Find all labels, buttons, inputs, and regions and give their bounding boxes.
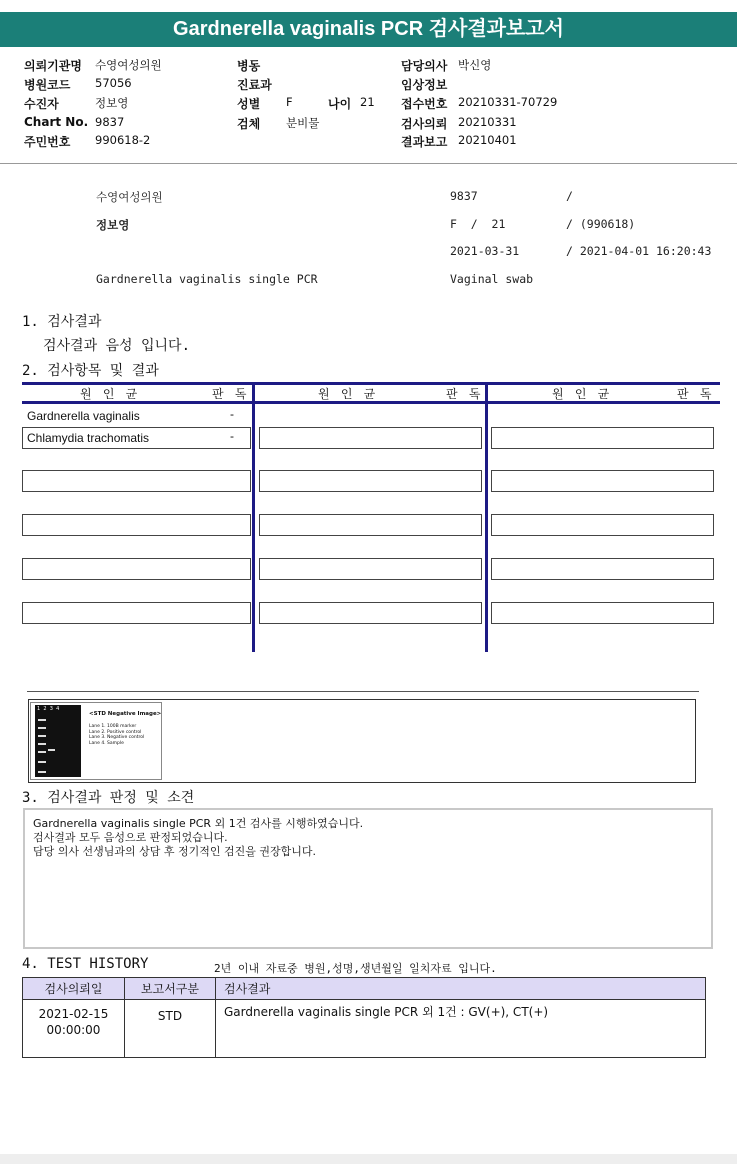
header-value-hospital-code: 57056 — [95, 76, 132, 90]
result-cell — [259, 602, 482, 624]
header-label-specimen: 검체 — [237, 117, 261, 131]
opinion-line: 검사결과 모두 음성으로 판정되었습니다. — [33, 831, 228, 844]
result-cell — [22, 558, 251, 580]
summary-test-name: Gardnerella vaginalis single PCR — [96, 272, 318, 286]
result-cell — [259, 514, 482, 536]
header-value-reported: 20210401 — [458, 133, 517, 147]
header-value-patient: 정보영 — [95, 96, 129, 110]
result-cell — [22, 514, 251, 536]
result-row-name: Gardnerella vaginalis — [27, 409, 140, 423]
header-value-receipt-no: 20210331-70729 — [458, 95, 558, 109]
header-label-ward: 병동 — [237, 59, 261, 73]
header-divider — [0, 163, 737, 164]
result-row-name: Chlamydia trachomatis — [27, 431, 150, 445]
col-head-organism-3: 원 인 균 — [552, 387, 612, 401]
header-label-resident-no: 주민번호 — [24, 135, 71, 149]
result-cell — [259, 470, 482, 492]
gel-legend-title: <STD Negative Image> — [89, 711, 162, 717]
history-type: STD — [125, 1000, 216, 1058]
section3-heading: 3. 검사결과 판정 및 소견 — [22, 790, 195, 806]
history-col-type: 보고서구분 — [125, 978, 216, 1000]
summary-patient: 정보영 — [96, 218, 130, 232]
header-label-receipt-no: 접수번호 — [401, 97, 448, 111]
history-date-day: 2021-02-15 — [38, 1007, 109, 1021]
summary-clinic: 수영여성의원 — [96, 190, 163, 204]
header-label-chart: Chart No. — [24, 115, 89, 129]
header-value-specimen: 분비물 — [286, 116, 320, 130]
col-head-result-2: 판 독 — [446, 387, 483, 401]
result-cell — [491, 558, 714, 580]
header-label-requested: 검사의뢰 — [401, 117, 448, 131]
result-cell — [491, 427, 714, 449]
summary-slash: / — [566, 189, 573, 203]
header-label-patient: 수진자 — [24, 97, 59, 111]
col-head-organism-2: 원 인 균 — [318, 387, 378, 401]
header-value-requested: 20210331 — [458, 115, 517, 129]
header-label-sex: 성별 — [237, 97, 261, 111]
col-head-organism-1: 원 인 균 — [80, 387, 140, 401]
history-table — [22, 977, 706, 1058]
history-result: Gardnerella vaginalis single PCR 외 1건 : GV(+), CT(+) — [216, 1000, 706, 1058]
summary-date-received: 2021-03-31 — [450, 244, 520, 258]
history-date-time: 00:00:00 — [46, 1023, 101, 1037]
opinion-line: 담당 의사 선생님과의 상담 후 정기적인 검진을 권장합니다. — [33, 845, 316, 858]
report-title: Gardnerella vaginalis PCR 검사결과보고서 — [0, 12, 737, 47]
opinion-line: Gardnerella vaginalis single PCR 외 1건 검사를 시행하였습니다. — [33, 817, 364, 830]
gel-legend-line: Lane 4. Sample — [89, 740, 124, 746]
history-note: 2년 이내 자료중 병원,성명,생년월일 일치자료 입니다. — [214, 962, 497, 975]
summary-chart: 9837 — [450, 189, 478, 203]
gel-lane-numbers: 1 2 3 4 — [37, 706, 60, 712]
history-col-result: 검사결과 — [216, 978, 706, 1000]
gel-electrophoresis-image — [35, 705, 81, 777]
header-value-age: 21 — [360, 95, 375, 109]
result-cell — [22, 470, 251, 492]
result-cell — [491, 602, 714, 624]
header-label-hospital-code: 병원코드 — [24, 78, 71, 92]
summary-date-reported: / 2021-04-01 16:20:43 — [566, 244, 712, 258]
header-label-clinic: 의뢰기관명 — [24, 59, 82, 73]
summary-sex-age: F / 21 — [450, 217, 506, 231]
gel-legend-line: Lane 1. 100B marker — [89, 724, 137, 729]
opinion-box — [23, 808, 713, 949]
history-col-date: 검사의뢰일 — [23, 978, 125, 1000]
result-cell — [22, 602, 251, 624]
header-value-resident-no: 990618-2 — [95, 133, 151, 147]
gel-legend-line: Lane 2. Positive control — [89, 729, 142, 735]
gel-top-rule — [27, 691, 699, 692]
result-cell — [259, 427, 482, 449]
header-label-age: 나이 — [328, 97, 352, 111]
page-footer-strip — [0, 1154, 737, 1164]
header-value-clinic: 수영여성의원 — [95, 58, 162, 72]
summary-specimen: Vaginal swab — [450, 272, 534, 286]
result-cell — [491, 514, 714, 536]
header-value-chart: 9837 — [95, 115, 125, 129]
result-cell — [259, 558, 482, 580]
history-date — [23, 1000, 125, 1058]
header-value-doctor: 박신영 — [458, 58, 492, 72]
grid-divider-2 — [485, 384, 488, 652]
section1-heading: 1. 검사결과 — [22, 314, 102, 330]
col-head-result-3: 판 독 — [677, 387, 714, 401]
gel-legend-line: Lane 3. Negative control — [89, 735, 145, 740]
gel-legend — [89, 724, 144, 746]
summary-birth: / (990618) — [566, 217, 636, 231]
header-label-department: 진료과 — [237, 78, 272, 92]
section4-heading: 4. TEST HISTORY — [22, 956, 149, 972]
header-label-doctor: 담당의사 — [401, 59, 448, 73]
section2-heading: 2. 검사항목 및 결과 — [22, 363, 159, 379]
result-cell — [491, 470, 714, 492]
result-row-value: - — [230, 429, 234, 443]
section1-result: 검사결과 음성 입니다. — [43, 338, 191, 354]
result-row-value: - — [230, 407, 234, 421]
table-row — [23, 1000, 706, 1058]
header-label-reported: 결과보고 — [401, 135, 448, 149]
header-label-clinical-info: 임상정보 — [401, 78, 448, 92]
col-head-result-1: 판 독 — [212, 387, 249, 401]
header-value-sex: F — [286, 95, 293, 109]
grid-divider-1 — [252, 384, 255, 652]
